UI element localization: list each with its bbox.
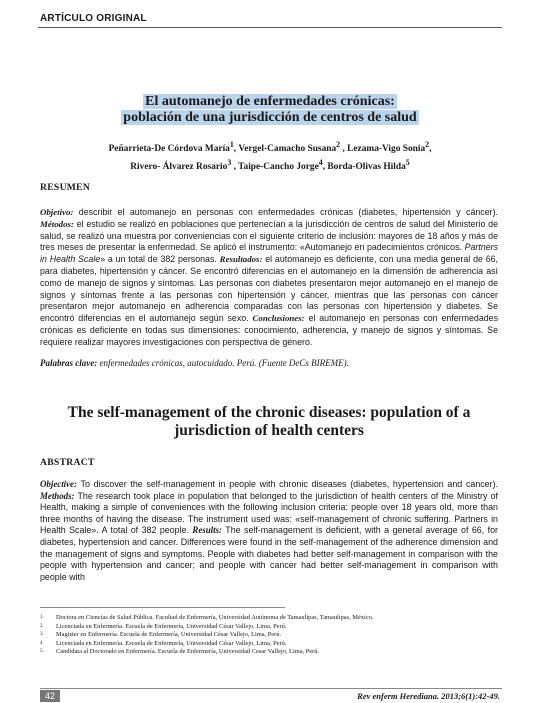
keywords: Palabras clave: enfermedades crónicas, autocuidado. Perú. (Fuente DeCs BIREME). — [40, 358, 349, 368]
author: Lezama-Vigo Sonia$^2$ — [347, 140, 430, 155]
resumen-heading: RESUMEN — [40, 182, 91, 193]
author-list: Peñarrieta-De Córdova María$^1$, Vergel-Camacho Susana$^2$ , Lezama-Vigo Sonia$^2$, Rivero- Álvarez Rosario$^3$ , Taipe-Cancho Jorge$^4$, Borda-Olivas Hilda$^5$ — [108, 140, 432, 173]
footnotes — [40, 614, 510, 657]
abstract-heading: ABSTRACT — [40, 457, 95, 468]
abstract-body: Objective: To discover the self-management in people with chronic diseases (diabetes, hypertension and cancer). Methods: The research took place in population that belonged to the jurisdiction of health centers of the Ministry of Health, making a simple of conveniences with the following inclusion criteria: people over 18 years old, more than three months of having the disease. The instrument used was: «self-management of chronic suffering. Partners in Health Scale». A total of 382 people. Results: The self-management is deficient, with a general average of 66, for diabetes, hypertension and cancer. Differences were found in the self-management of the adherence dimension and the management of signs and symptoms. People with diabetes had better self-management in comparison with the people with hypertension and cancer; and people with cancer had better self-management in comparison with people with — [40, 479, 499, 582]
top-divider — [38, 27, 502, 28]
footnote-item: 3. Magister en Enfermería. Escuela de Enfermería, Universidad César Vallejo, Lima, Perú. — [40, 631, 282, 639]
author: Borda-Olivas Hilda$^5$ — [327, 158, 410, 173]
footnote-item: 5. Candidata al Doctorado en Enfermería. Escuela de Enfermería, Universidad Cesar Vallejo, Lima, Perú. — [40, 648, 320, 656]
spanish-title-line-2: población de una jurisdicción de centros de salud — [123, 110, 417, 125]
author: Vergel-Camacho Susana$^2$ — [238, 140, 341, 155]
author: Rivero- Álvarez Rosario$^3$ — [130, 158, 232, 173]
spanish-title — [60, 94, 480, 126]
english-title: The self-management of the chronic diseases: population of a jurisdiction of health centers — [67, 404, 471, 439]
page-number: 42 — [40, 690, 60, 702]
footnote-item: 4. Licenciada en Enfermería. Escuela de Enfermería, Universidad César Vallejo, Lima, Perú. — [40, 639, 287, 647]
footnote-item: 1. Doctora en Ciencias de Salud Pública. Facultad de Enfermería, Universidad Autónoma de Tamaulipas, Tamaulipas, México. — [40, 614, 374, 621]
resumen-body: Objetivo: describir el automanejo en personas con enfermedades crónicas (diabetes, hipertensión y cáncer). Métodos: el estudio se realizó en poblaciones que pertenecían a la jurisdicción de centros de salud del Ministerio de salud, se realizó una muestra por conveniencias con el siguiente criterio de inclusión: mayores de 18 años y más de tres meses de presentar la enfermedad. Se aplicó el instrumento: «Automanejo en padecimientos crónicos. Partners in Health Scale» a un total de 382 personas. Resultados: el automanejo es deficiente, con una media general de 66, para diabetes, hipertensión y cáncer. Se encontró diferencias en el automanejo en la dimensión de adherencia así como de manejo de signos y síntomas. Las personas con diabetes presentaron mejor automanejo en el manejo de signos y síntomas frente a las personas con hipertensión y cáncer, mientras que las personas con cáncer presentaron mejor automanejo en adherencia comparadas con las personas con hipertensión y diabetes. Se encontró diferencias en el automanejo según sexo. Conclusiones: el automanejo en personas con enfermedades crónicas es deficiente en todas sus dimensiones: conocimiento, adherencia, y manejo de signos y síntomas. Se requiere realizar mayores investigaciones con perspectiva de género. — [40, 207, 499, 347]
footnote-divider — [40, 607, 285, 608]
author: Taipe-Cancho Jorge$^4$ — [238, 158, 323, 173]
footer-divider — [40, 688, 502, 689]
author: Peñarrieta-De Córdova María$^1$ — [108, 140, 234, 155]
section-label: ARTÍCULO ORIGINAL — [40, 13, 147, 24]
journal-citation: Rev enferm Herediana. 2013;6(1):42-49. — [357, 691, 500, 701]
spanish-title-line-1: El automanejo de enfermedades crónicas: — [145, 94, 395, 109]
footnote-item: 2. Licenciada en Enfermería. Escuela de Enfermería, Universidad César Vallejo, Lima, Perú. — [40, 622, 287, 630]
